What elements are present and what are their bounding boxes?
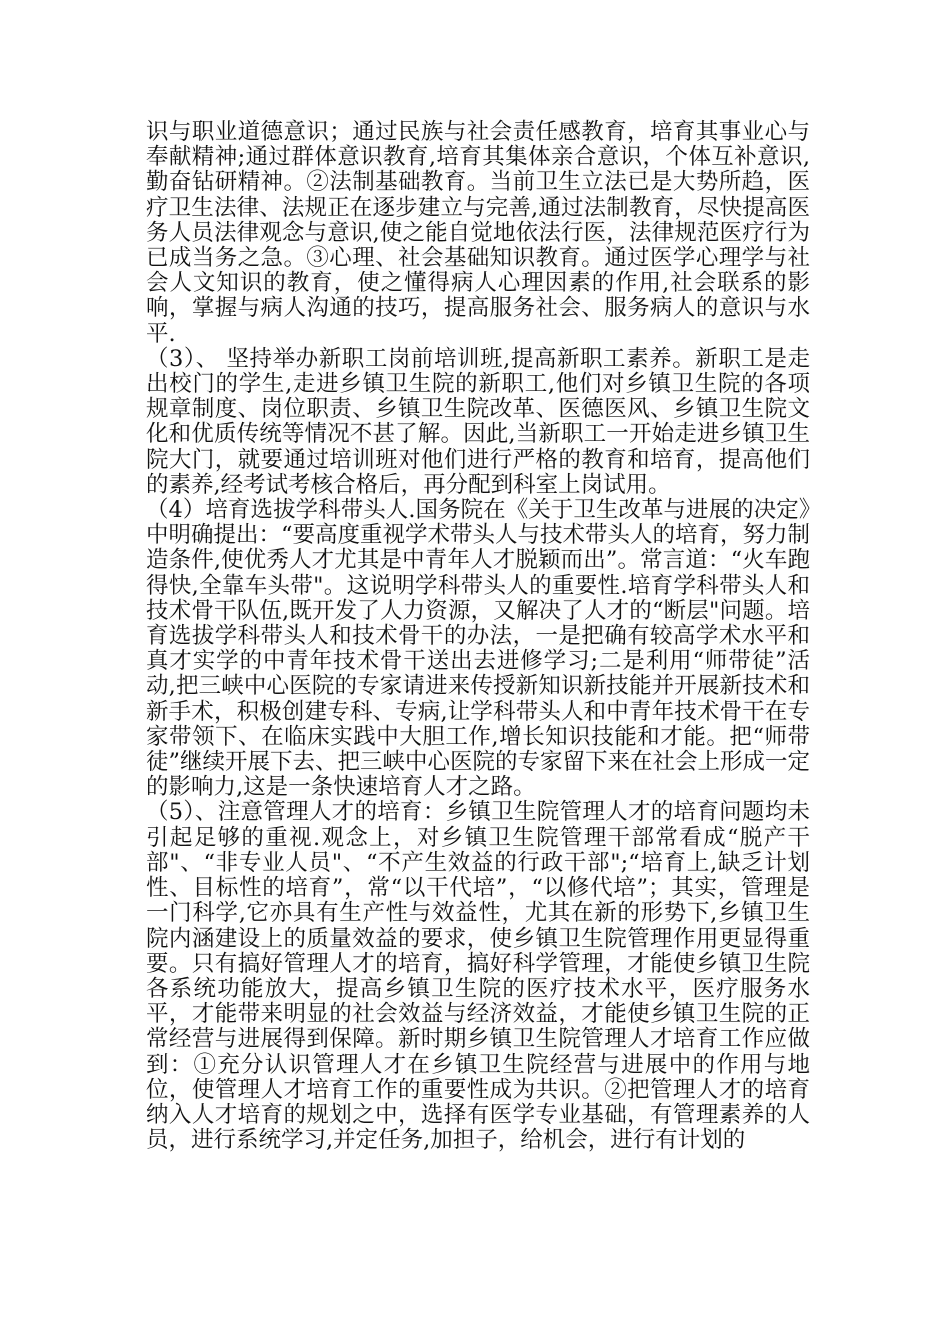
paragraph-new-staff-training: （3）、 坚持举办新职工岗前培训班,提高新职工素养。新职工是走出校门的学生,走进乡镇卫生院的新职工,他们对乡镇卫生院的各项规章制度、岗位职责、乡镇卫生院改革、医德医风、乡镇卫生院文化和优质传统等情况不甚了解。因此,当新职工一开始走进乡镇卫生院大门，就要通过培训班对他们进行严格的教育和培育，提高他们的素养,经考试考核合格后，再分配到科室上岗试用。	[146, 345, 810, 498]
paragraph-discipline-leaders: （4）培育选拔学科带头人.国务院在《关于卫生改革与进展的决定》中明确提出：“要高度重视学术带头人与技术带头人的培育，努力制造条件,使优秀人才尤其是中青年人才脱颖而出”。常言道：“火车跑得快,全靠车头带"。这说明学科带头人的重要性.培育学科带头人和技术骨干队伍,既开发了人力资源，又解决了人才的“断层"问题。培育选拔学科带头人和技术骨干的办法，一是把确有较高学术水平和真才实学的中青年技术骨干送出去进修学习;二是利用“师带徒”活动,把三峡中心医院的专家请进来传授新知识新技能并开展新技术和新手术，积极创建专科、专病,让学科带头人和中青年技术骨干在专家带领下、在临床实践中大胆工作,增长知识技能和才能。把“师带徒”继续开展下去、把三峡中心医院的专家留下来在社会上形成一定的影响力,这是一条快速培育人才之路。	[146, 497, 811, 801]
document-page	[146, 120, 810, 1153]
paragraph-management-talent: （5）、注意管理人才的培育：乡镇卫生院管理人才的培育问题均未引起足够的重视.观念上，对乡镇卫生院管理干部常看成“脱产干部"、“非专业人员"、“不产生效益的行政干部";“培育上,缺乏计划性、目标性的培育”，常“以干代培”，“以修代培”；其实，管理是一门科学,它亦具有生产性与效益性，尤其在新的形势下,乡镇卫生院内涵建设上的质量效益的要求，使乡镇卫生院管理作用更显得重要。只有搞好管理人才的培育，搞好科学管理，才能使乡镇卫生院各系统功能放大，提高乡镇卫生院的医疗技术水平，医疗服务水平，才能带来明显的社会效益与经济效益，才能使乡镇卫生院的正常经营与进展得到保障。新时期乡镇卫生院管理人才培育工作应做到：①充分认识管理人才在乡镇卫生院经营与进展中的作用与地位，使管理人才培育工作的重要性成为共识。②把管理人才的培育纳入人才培育的规划之中，选择有医学专业基础，有管理素养的人员，进行系统学习,并定任务,加担子，给机会，进行有计划的	[146, 799, 810, 1154]
paragraph-education-content: 识与职业道德意识；通过民族与社会责任感教育，培育其事业心与奉献精神;通过群体意识教育,培育其集体亲合意识，个体互补意识,勤奋钻研精神。②法制基础教育。当前卫生立法已是大势所趋，医疗卫生法律、法规正在逐步建立与完善,通过法制教育，尽快提高医务人员法律观念与意识,使之能自觉地依法行医，法律规范医疗行为已成当务之急。③心理、社会基础知识教育。通过医学心理学与社会人文知识的教育，使之懂得病人心理因素的作用,社会联系的影响，掌握与病人沟通的技巧，提高服务社会、服务病人的意识与水平.	[146, 119, 810, 347]
